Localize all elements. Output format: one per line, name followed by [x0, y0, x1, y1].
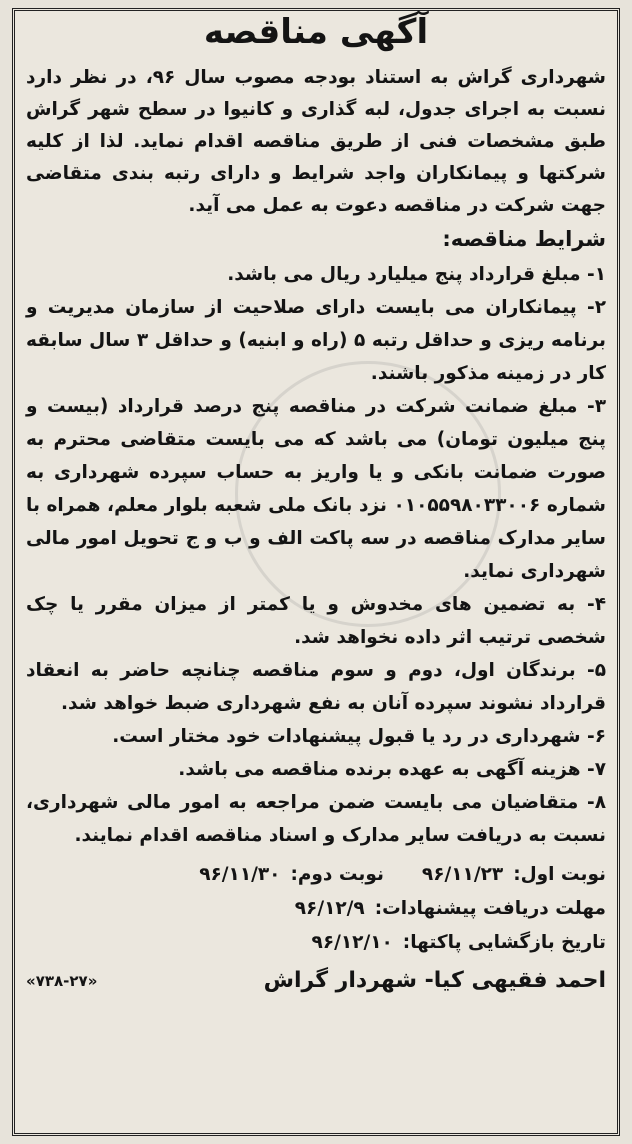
first-publication-label: نوبت اول: [513, 864, 606, 885]
condition-item: ۲- پیمانکاران می بایست دارای صلاحیت از سازمان مدیریت و برنامه ریزی و حداقل رتبه ۵ (راه و ابنیه) و حداقل ۳ سال سابقه کار در زمینه مذکور باشند. [26, 297, 606, 384]
deadline-label: مهلت دریافت پیشنهادات: [374, 898, 606, 919]
condition-item: ۵- برندگان اول، دوم و سوم مناقصه چنانچه حاضر به انعقاد قرارداد نشوند سپرده آنان به نفع شهرداری ضبط خواهد شد. [26, 660, 606, 714]
deadline-row [26, 892, 606, 926]
ad-code: «۷۳۸-۲۷» [26, 971, 98, 990]
condition-item: ۸- متقاضیان می بایست ضمن مراجعه به امور مالی شهرداری، نسبت به دریافت سایر مدارک و اسناد مناقصه اقدام نمایند. [26, 792, 606, 846]
intro-paragraph: شهرداری گراش به استناد بودجه مصوب سال ۹۶، در نظر دارد نسبت به اجرای جدول، لبه گذاری و کانیوا در سطح شهر گراش طبق مشخصات فنی از طریق مناقصه اقدام نماید. لذا از کلیه شرکتها و پیمانکاران واجد شرایط و دارای رتبه بندی متقاضی جهت شرکت در مناقصه دعوت به عمل می آید. [26, 67, 606, 216]
second-publication-date: ۹۶/۱۱/۳۰ [199, 864, 281, 885]
ad-title: آگهی مناقصه [203, 12, 429, 52]
condition-item: ۳- مبلغ ضمانت شرکت در مناقصه پنج درصد قرارداد (بیست و پنج میلیون تومان) می باشد که می بایست متقاضی محترم به صورت ضمانت بانکی و یا واریز به حساب سپرده شهرداری به شماره ۰۱۰۵۵۹۸۰۳۳۰۰۶ نزد بانک ملی شعبه بلوار معلم، همراه با سایر مدارک مناقصه در سه پاکت الف و ب و ج تحویل امور مالی شهرداری نماید. [26, 396, 606, 582]
condition-item: ۴- به تضمین های مخدوش و یا کمتر از میزان مقرر یا چک شخصی ترتیب اثر داده نخواهد شد. [26, 594, 606, 648]
signature: احمد فقیهی کیا- شهردار گراش [263, 968, 606, 993]
second-publication-label: نوبت دوم: [290, 864, 384, 885]
deadline-date: ۹۶/۱۲/۹ [294, 898, 365, 919]
opening-date: ۹۶/۱۲/۱۰ [311, 932, 393, 953]
signature-row [26, 968, 606, 993]
opening-label: تاریخ بازگشایی پاکتها: [402, 932, 606, 953]
first-publication-date: ۹۶/۱۱/۲۳ [421, 864, 504, 885]
publication-dates [26, 858, 606, 892]
condition-item: ۶- شهرداری در رد یا قبول پیشنهادات خود مختار است. [112, 726, 606, 747]
opening-row [26, 926, 606, 960]
condition-item: ۷- هزینه آگهی به عهده برنده مناقصه می باشد. [178, 759, 606, 780]
schedule [26, 858, 606, 960]
spacer [394, 858, 412, 892]
ad-content [26, 12, 606, 993]
condition-item: ۱- مبلغ قرارداد پنج میلیارد ریال می باشد. [227, 264, 606, 285]
conditions-title: شرایط مناقصه: [442, 227, 606, 251]
